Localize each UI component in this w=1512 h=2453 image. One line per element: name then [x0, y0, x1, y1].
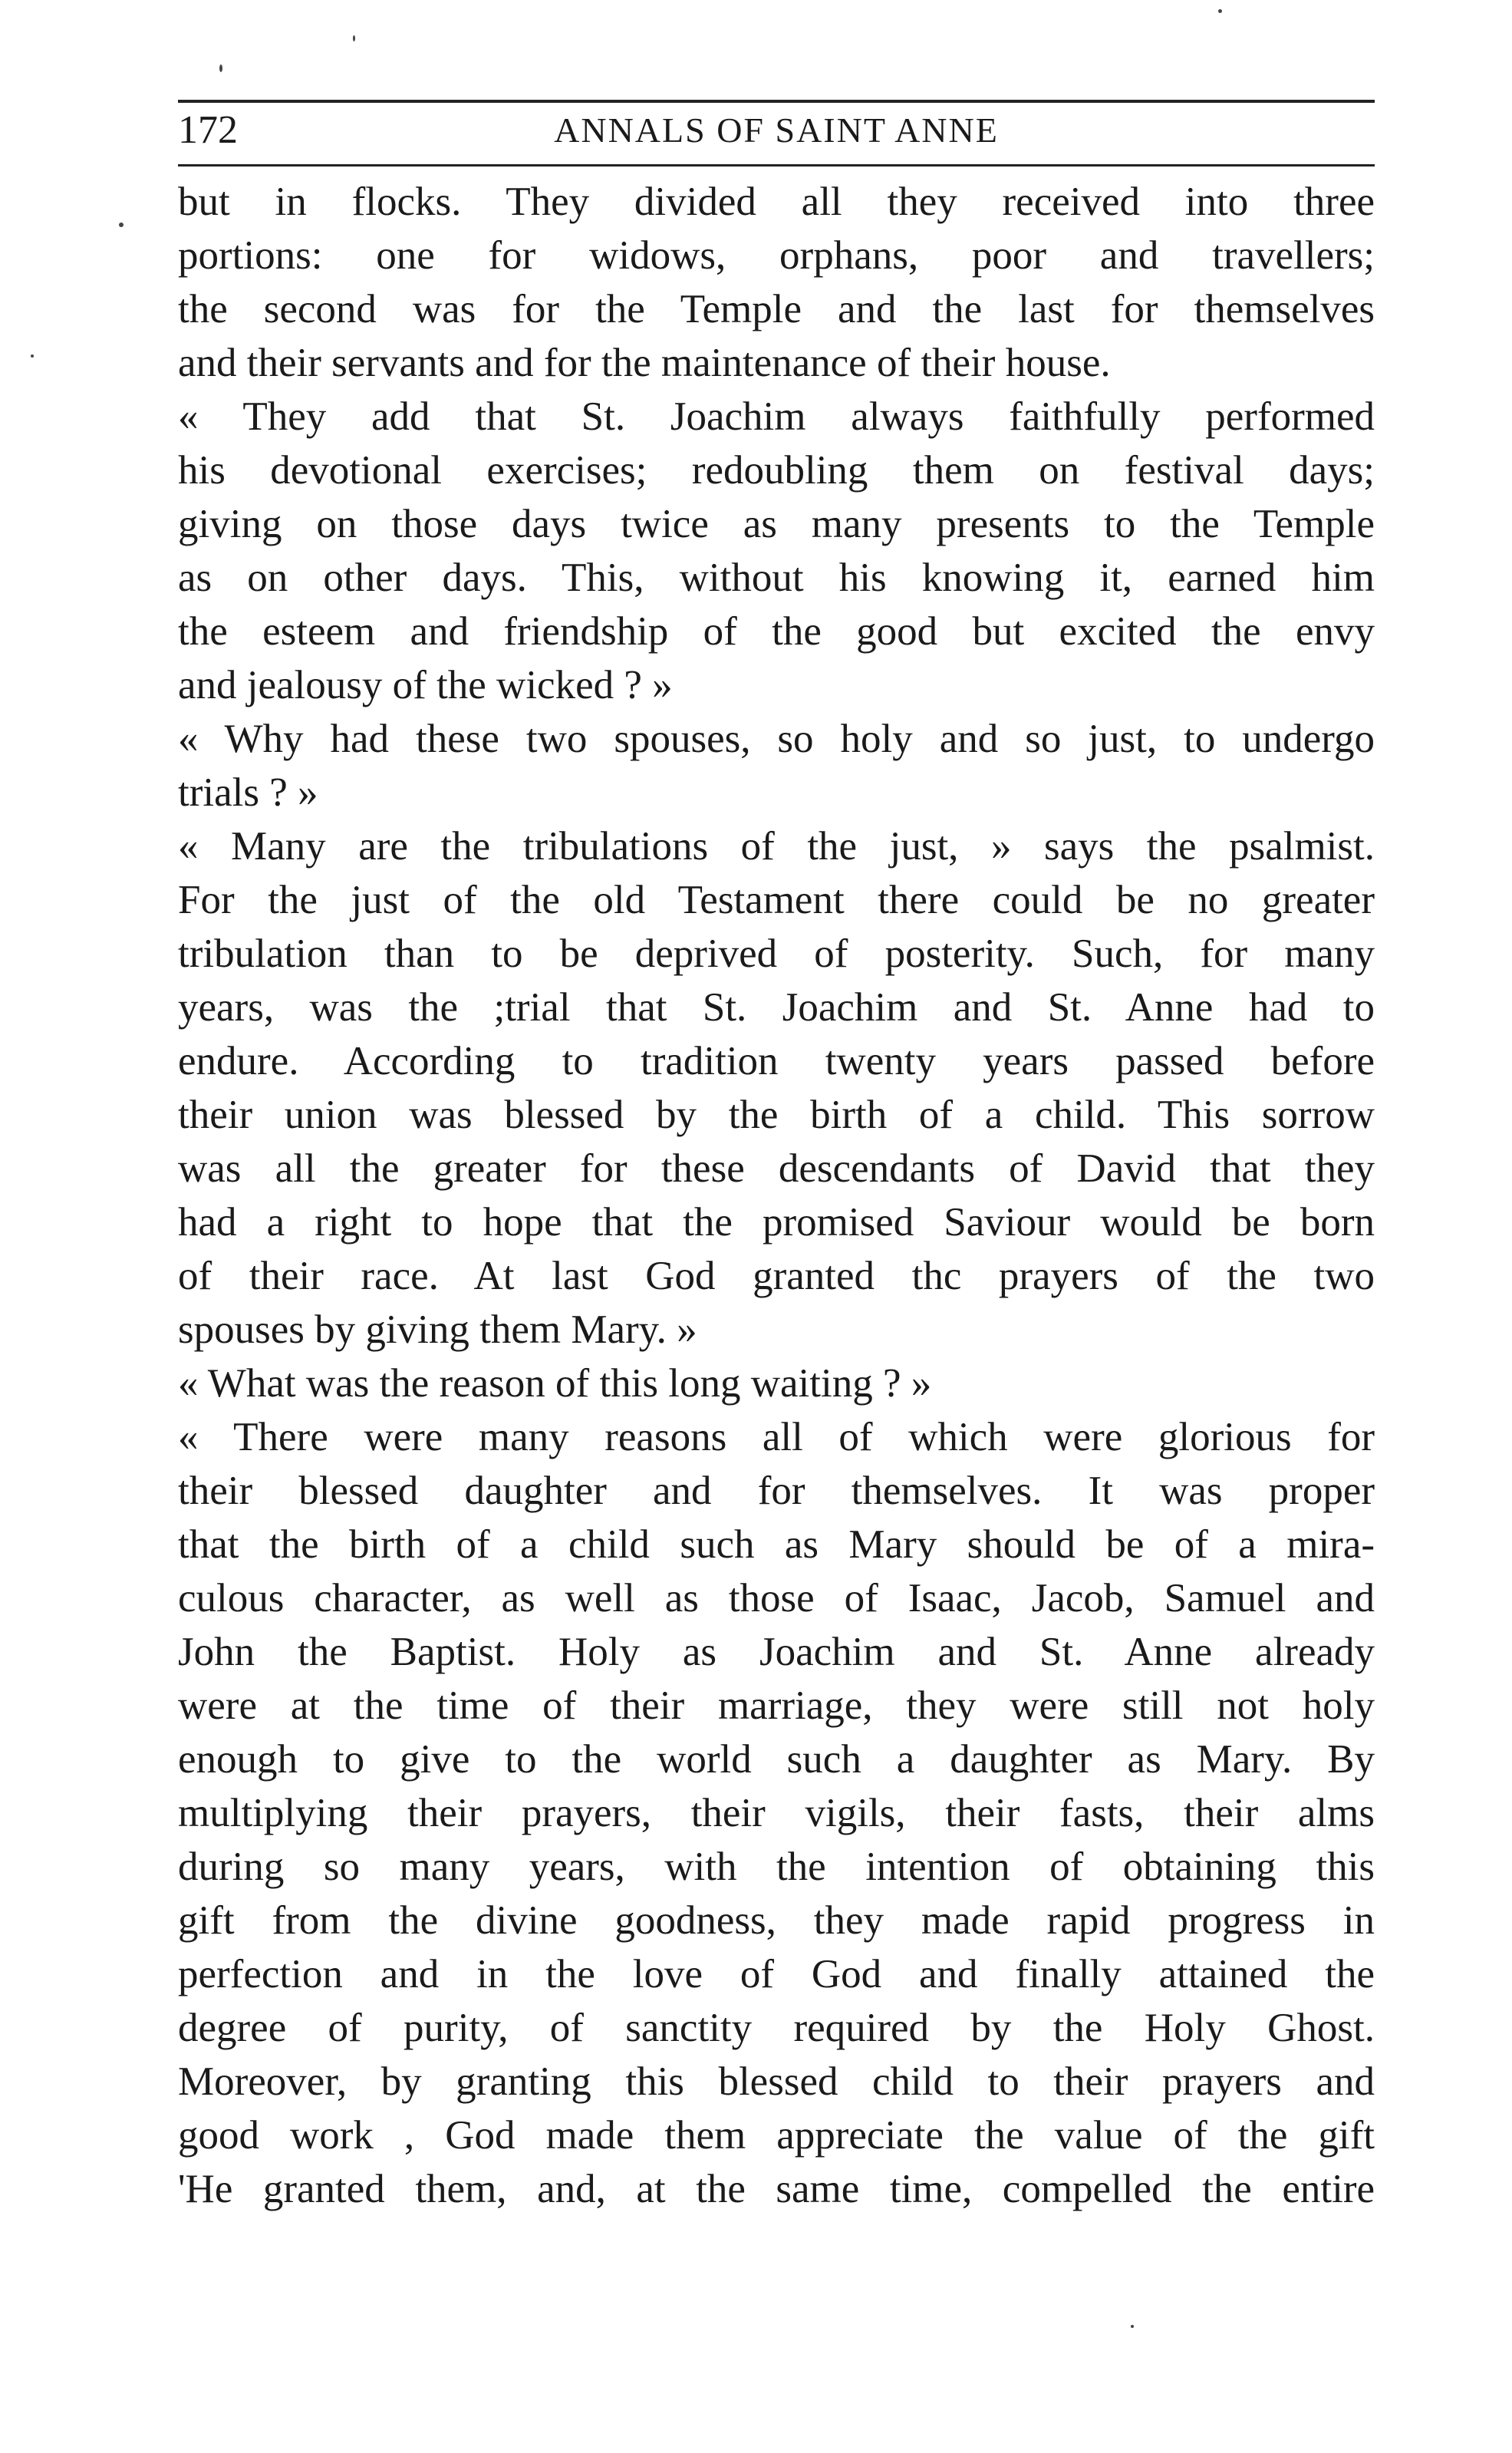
text-line: years, was the ;trial that St. Joachim and St. Anne had to	[178, 985, 1375, 1030]
text-line: their union was blessed by the birth of a child. This sorrow	[178, 1093, 1375, 1137]
scan-speck	[353, 35, 355, 41]
text-line: were at the time of their marriage, they were still not holy	[178, 1683, 1375, 1728]
text-line: endure. According to tradition twenty years passed before	[178, 1039, 1375, 1083]
text-line: during so many years, with the intention of obtaining this	[178, 1845, 1375, 1889]
text-line: John the Baptist. Holy as Joachim and St. Anne already	[178, 1630, 1375, 1674]
text-line: « Why had these two spouses, so holy and so just, to undergo	[178, 717, 1375, 761]
text-line: his devotional exercises; redoubling them on festival days;	[178, 448, 1375, 493]
text-line: gift from the divine goodness, they made rapid progress in	[178, 1898, 1375, 1943]
text-line: « There were many reasons all of which were glorious for	[178, 1415, 1375, 1459]
running-header	[178, 107, 1375, 153]
text-line: perfection and in the love of God and finally attained the	[178, 1952, 1375, 1996]
text-line: the second was for the Temple and the last for themselves	[178, 287, 1375, 331]
page-number: 172	[178, 108, 238, 152]
text-line: enough to give to the world such a daughter as Mary. By	[178, 1737, 1375, 1782]
header-rule-top	[178, 100, 1375, 103]
text-line: tribulation than to be deprived of posterity. Such, for many	[178, 931, 1375, 976]
text-line: their blessed daughter and for themselves. It was proper	[178, 1469, 1375, 1513]
text-line: « They add that St. Joachim always faithfully performed	[178, 394, 1375, 439]
text-line: and their servants and for the maintenance of their house.	[178, 341, 1111, 385]
text-line: multiplying their prayers, their vigils, their fasts, their alms	[178, 1791, 1375, 1835]
text-line: giving on those days twice as many presents to the Temple	[178, 502, 1375, 546]
text-line: as on other days. This, without his knowing it, earned him	[178, 556, 1375, 600]
header-rule-bottom	[178, 164, 1375, 167]
text-line: spouses by giving them Mary. »	[178, 1307, 697, 1352]
scan-speck	[1218, 9, 1222, 13]
text-line: For the just of the old Testament there could be no greater	[178, 878, 1375, 922]
text-line: and jealousy of the wicked ? »	[178, 663, 673, 707]
text-line: was all the greater for these descendants of David that they	[178, 1146, 1375, 1191]
text-line: trials ? »	[178, 770, 318, 815]
text-line: Moreover, by granting this blessed child to their prayers and	[178, 2059, 1375, 2104]
scan-speck	[1131, 2325, 1134, 2328]
text-line: culous character, as well as those of Isaac, Jacob, Samuel and	[178, 1576, 1375, 1620]
scan-speck	[31, 354, 34, 358]
text-line: « Many are the tribulations of the just, » says the psalmist.	[178, 824, 1375, 869]
text-line: that the birth of a child such as Mary should be of a mira-	[178, 1522, 1375, 1567]
text-line: « What was the reason of this long waiting ? »	[178, 1361, 932, 1406]
text-line: of their race. At last God granted thc prayers of the two	[178, 1254, 1375, 1298]
running-title: ANNALS OF SAINT ANNE	[554, 110, 999, 150]
scan-speck	[219, 64, 222, 72]
body-text	[178, 175, 1375, 2216]
text-line: degree of purity, of sanctity required by the Holy Ghost.	[178, 2006, 1375, 2050]
text-line: good work , God made them appreciate the value of the gift	[178, 2113, 1375, 2158]
text-line: 'He granted them, and, at the same time, compelled the entire	[178, 2167, 1375, 2211]
text-line: had a right to hope that the promised Saviour would be born	[178, 1200, 1375, 1245]
scan-speck	[119, 223, 124, 227]
text-line: but in flocks. They divided all they received into three	[178, 180, 1375, 224]
text-line: the esteem and friendship of the good but excited the envy	[178, 609, 1375, 654]
text-line: portions: one for widows, orphans, poor and travellers;	[178, 233, 1375, 278]
